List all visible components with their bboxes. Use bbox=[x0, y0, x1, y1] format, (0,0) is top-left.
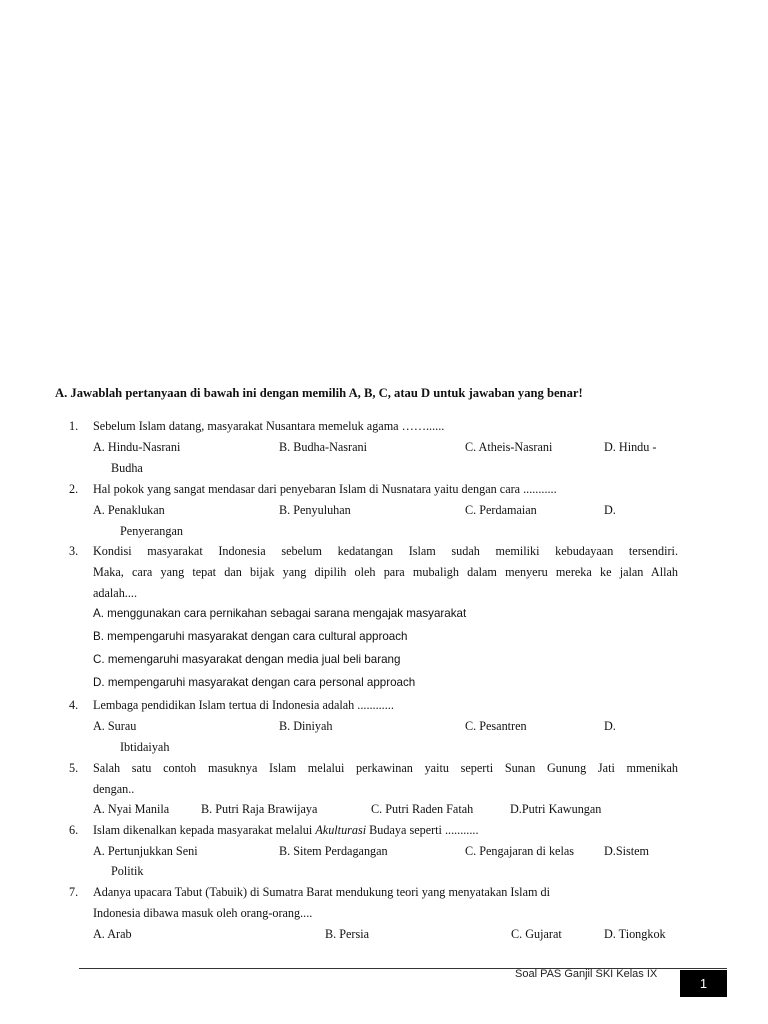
option-d[interactable]: D. bbox=[604, 719, 616, 733]
question-text-line: adalah.... bbox=[93, 586, 137, 600]
question-text-emphasis: Akulturasi bbox=[315, 823, 367, 837]
option-b[interactable]: B. Budha-Nasrani bbox=[279, 440, 368, 454]
question-text-line: dengan.. bbox=[93, 782, 135, 796]
question-number: 5. bbox=[69, 761, 79, 775]
option-a[interactable]: A. Arab bbox=[93, 927, 132, 941]
option-a[interactable]: A. Hindu-Nasrani bbox=[93, 440, 181, 454]
question-text-line: Maka, cara yang tepat dan bijak yang dipilih oleh para mubaligh dalam menyeru mereka ke jalan Allah bbox=[93, 565, 678, 579]
question-text-line: Adanya upacara Tabut (Tabuik) di Sumatra Barat mendukung teori yang menyatakan Islam di bbox=[93, 885, 550, 899]
question-number: 7. bbox=[69, 885, 79, 899]
option-a[interactable]: A. Nyai Manila bbox=[93, 802, 170, 816]
option-b[interactable]: B. mempengaruhi masyarakat dengan cara cultural approach bbox=[93, 630, 408, 643]
option-d-wrap: Politik bbox=[111, 864, 144, 878]
option-b[interactable]: B. Persia bbox=[325, 927, 370, 941]
option-d[interactable]: D. Hindu - bbox=[604, 440, 657, 454]
question-text-pre: Islam dikenalkan kepada masyarakat melalui bbox=[93, 823, 316, 837]
option-d-wrap: Penyerangan bbox=[120, 524, 183, 538]
option-d[interactable]: D.Sistem bbox=[604, 844, 650, 858]
question-number: 3. bbox=[69, 544, 79, 558]
question-number: 1. bbox=[69, 419, 79, 433]
option-b[interactable]: B. Sitem Perdagangan bbox=[279, 844, 388, 858]
option-d[interactable]: D. mempengaruhi masyarakat dengan cara personal approach bbox=[93, 676, 416, 689]
option-d[interactable]: D.Putri Kawungan bbox=[510, 802, 602, 816]
question-text bbox=[93, 823, 479, 838]
question-text-line: Salah satu contoh masuknya Islam melalui perkawinan yaitu seperti Sunan Gunung Jati mmenikah bbox=[93, 761, 678, 775]
question-number: 2. bbox=[69, 482, 79, 496]
option-d[interactable]: D. Tiongkok bbox=[604, 927, 666, 941]
option-c[interactable]: C. Perdamaian bbox=[465, 503, 537, 517]
option-c[interactable]: C. Pengajaran di kelas bbox=[465, 844, 574, 858]
question-text: Hal pokok yang sangat mendasar dari penyebaran Islam di Nusnatara yaitu dengan cara ........... bbox=[93, 482, 557, 496]
question-text: Sebelum Islam datang, masyarakat Nusantara memeluk agama ……...... bbox=[93, 419, 445, 433]
section-instruction: A. Jawablah pertanyaan di bawah ini dengan memilih A, B, C, atau D untuk jawaban yang benar! bbox=[55, 386, 583, 400]
question-text-post: Budaya seperti ........... bbox=[366, 823, 479, 837]
option-b[interactable]: B. Putri Raja Brawijaya bbox=[201, 802, 318, 816]
question-number: 4. bbox=[69, 698, 79, 712]
page-number: 1 bbox=[699, 976, 708, 991]
option-a[interactable]: A. Pertunjukkan Seni bbox=[93, 844, 198, 858]
option-a[interactable]: A. Surau bbox=[93, 719, 137, 733]
option-d-wrap: Ibtidaiyah bbox=[120, 740, 170, 754]
option-c[interactable]: C. Pesantren bbox=[465, 719, 527, 733]
question-number: 6. bbox=[69, 823, 79, 837]
option-d-wrap: Budha bbox=[111, 461, 143, 475]
option-b[interactable]: B. Penyuluhan bbox=[279, 503, 351, 517]
page-number-box bbox=[680, 970, 727, 997]
option-c[interactable]: C. memengaruhi masyarakat dengan media jual beli barang bbox=[93, 653, 401, 666]
option-b[interactable]: B. Diniyah bbox=[279, 719, 333, 733]
question-text: Lembaga pendidikan Islam tertua di Indonesia adalah ............ bbox=[93, 698, 394, 712]
option-c[interactable]: C. Putri Raden Fatah bbox=[371, 802, 474, 816]
option-d[interactable]: D. bbox=[604, 503, 616, 517]
question-text-line: Kondisi masyarakat Indonesia sebelum kedatangan Islam sudah memiliki kebudayaan tersendiri. bbox=[93, 544, 678, 558]
option-c[interactable]: C. Atheis-Nasrani bbox=[465, 440, 553, 454]
option-c[interactable]: C. Gujarat bbox=[511, 927, 562, 941]
question-text-line: Indonesia dibawa masuk oleh orang-orang.... bbox=[93, 906, 313, 920]
option-a[interactable]: A. menggunakan cara pernikahan sebagai sarana mengajak masyarakat bbox=[93, 607, 467, 620]
option-a[interactable]: A. Penaklukan bbox=[93, 503, 165, 517]
footer-title: Soal PAS Ganjil SKI Kelas IX bbox=[515, 968, 658, 980]
